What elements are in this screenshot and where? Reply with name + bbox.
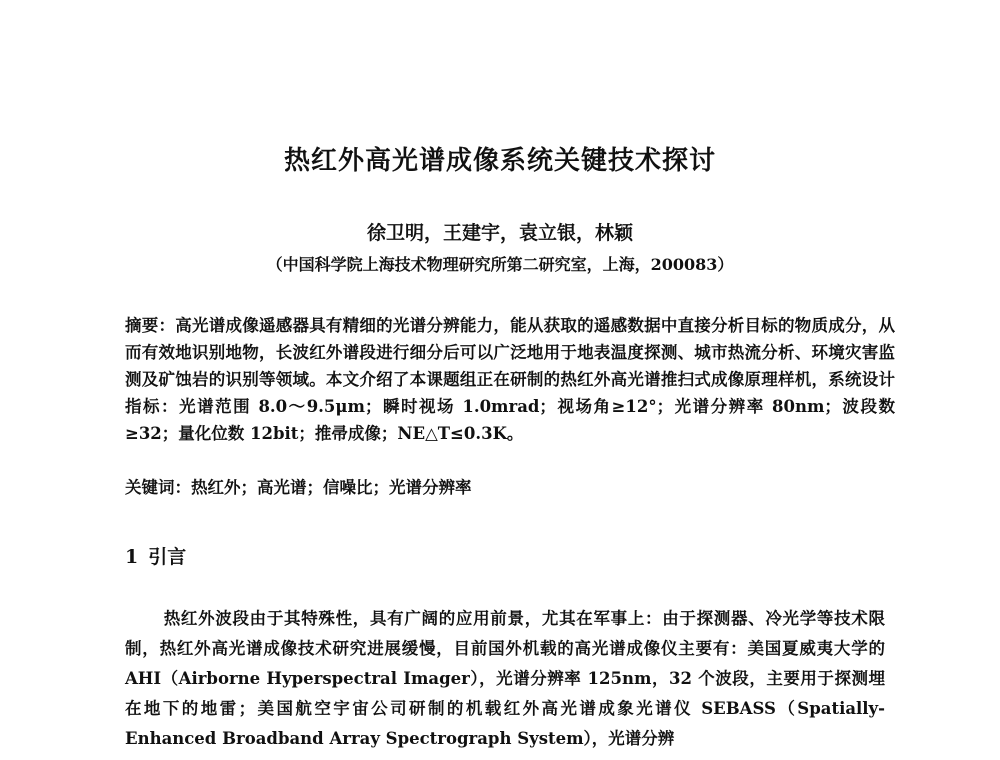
intro-text: 热红外波段由于其特殊性，具有广阔的应用前景，尤其在军事上：由于探测器、冷光学等技术限制，热红外高光谱成像技术研究进展缓慢，目前国外机载的高光谱成像仪主要有：美国夏威夷大学的 AHI（Airborne Hyperspectral Imager），光谱分辨率 125nm，32 个波段，主要用于探测埋在地下的地雷；美国航空宇宙公司研制的机载红外高光谱成象光谱仪 SEBASS（Spatially-Enhanced Broadband Array Spectrograph System），光谱分辨	[125, 609, 885, 748]
abstract	[125, 312, 895, 447]
abstract-text: 高光谱成像遥感器具有精细的光谱分辨能力，能从获取的遥感数据中直接分析目标的物质成分，从而有效地识别地物，长波红外谱段进行细分后可以广泛地用于地表温度探测、城市热流分析、环境灾害监测及矿蚀岩的识别等领域。本文介绍了本课题组正在研制的热红外高光谱推扫式成像原理样机，系统设计指标：光谱范围 8.0～9.5μm；瞬时视场 1.0mrad；视场角≥12°；光谱分辨率 80nm；波段数≥32；量化位数 12bit；推帚成像；NE△T≤0.3K。	[125, 316, 896, 443]
keywords	[125, 474, 895, 501]
author-list: 徐卫明，王建宇，袁立银，林颖	[366, 222, 633, 244]
affiliation: （中国科学院上海技术物理研究所第二研究室，上海，200083）	[266, 255, 734, 274]
abstract-label: 摘要：	[125, 316, 176, 335]
keywords-text: 热红外；高光谱；信噪比；光谱分辨率	[191, 478, 472, 497]
section-title: 引言	[148, 546, 187, 568]
section-number: 1	[125, 546, 139, 568]
keywords-label: 关键词：	[125, 478, 191, 497]
paper-title: 热红外高光谱成像系统关键技术探讨	[283, 146, 716, 176]
section-heading	[125, 542, 186, 569]
intro-paragraph	[125, 604, 885, 754]
